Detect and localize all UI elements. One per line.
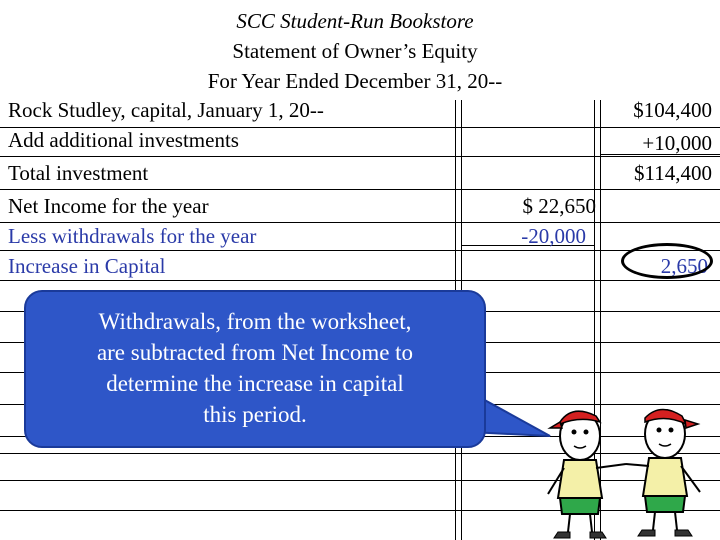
cartoon-kids-illustration xyxy=(530,398,720,540)
row-amount-col1: $ 22,650 xyxy=(522,194,596,218)
row-amount-col2: +10,000 xyxy=(642,131,712,155)
callout-line: are subtracted from Net Income to xyxy=(96,340,414,365)
row-amount-col1: -20,000 xyxy=(521,224,586,248)
row-label: Rock Studley, capital, January 1, 20-- xyxy=(8,98,324,122)
right-kid-figure xyxy=(626,409,700,536)
left-kid-figure xyxy=(548,411,626,538)
callout-line: this period. xyxy=(203,402,307,427)
statement-period: For Year Ended December 31, 20-- xyxy=(207,69,503,93)
row-label: Net Income for the year xyxy=(8,194,209,218)
callout-line: determine the increase in capital xyxy=(106,371,404,396)
row-label: Total investment xyxy=(8,161,149,185)
row-label: Increase in Capital xyxy=(8,254,166,278)
company-name: SCC Student-Run Bookstore xyxy=(236,9,474,33)
row-amount-col2: $114,400 xyxy=(634,161,712,185)
callout-text xyxy=(24,306,486,430)
row-label: Less withdrawals for the year xyxy=(8,224,257,248)
row-amount-col2: $104,400 xyxy=(633,98,712,122)
callout-line: Withdrawals, from the worksheet, xyxy=(98,309,412,334)
statement-title: Statement of Owner’s Equity xyxy=(232,39,478,63)
row-amount-col2: 2,650 xyxy=(660,254,708,278)
row-label: Add additional investments xyxy=(8,128,239,152)
